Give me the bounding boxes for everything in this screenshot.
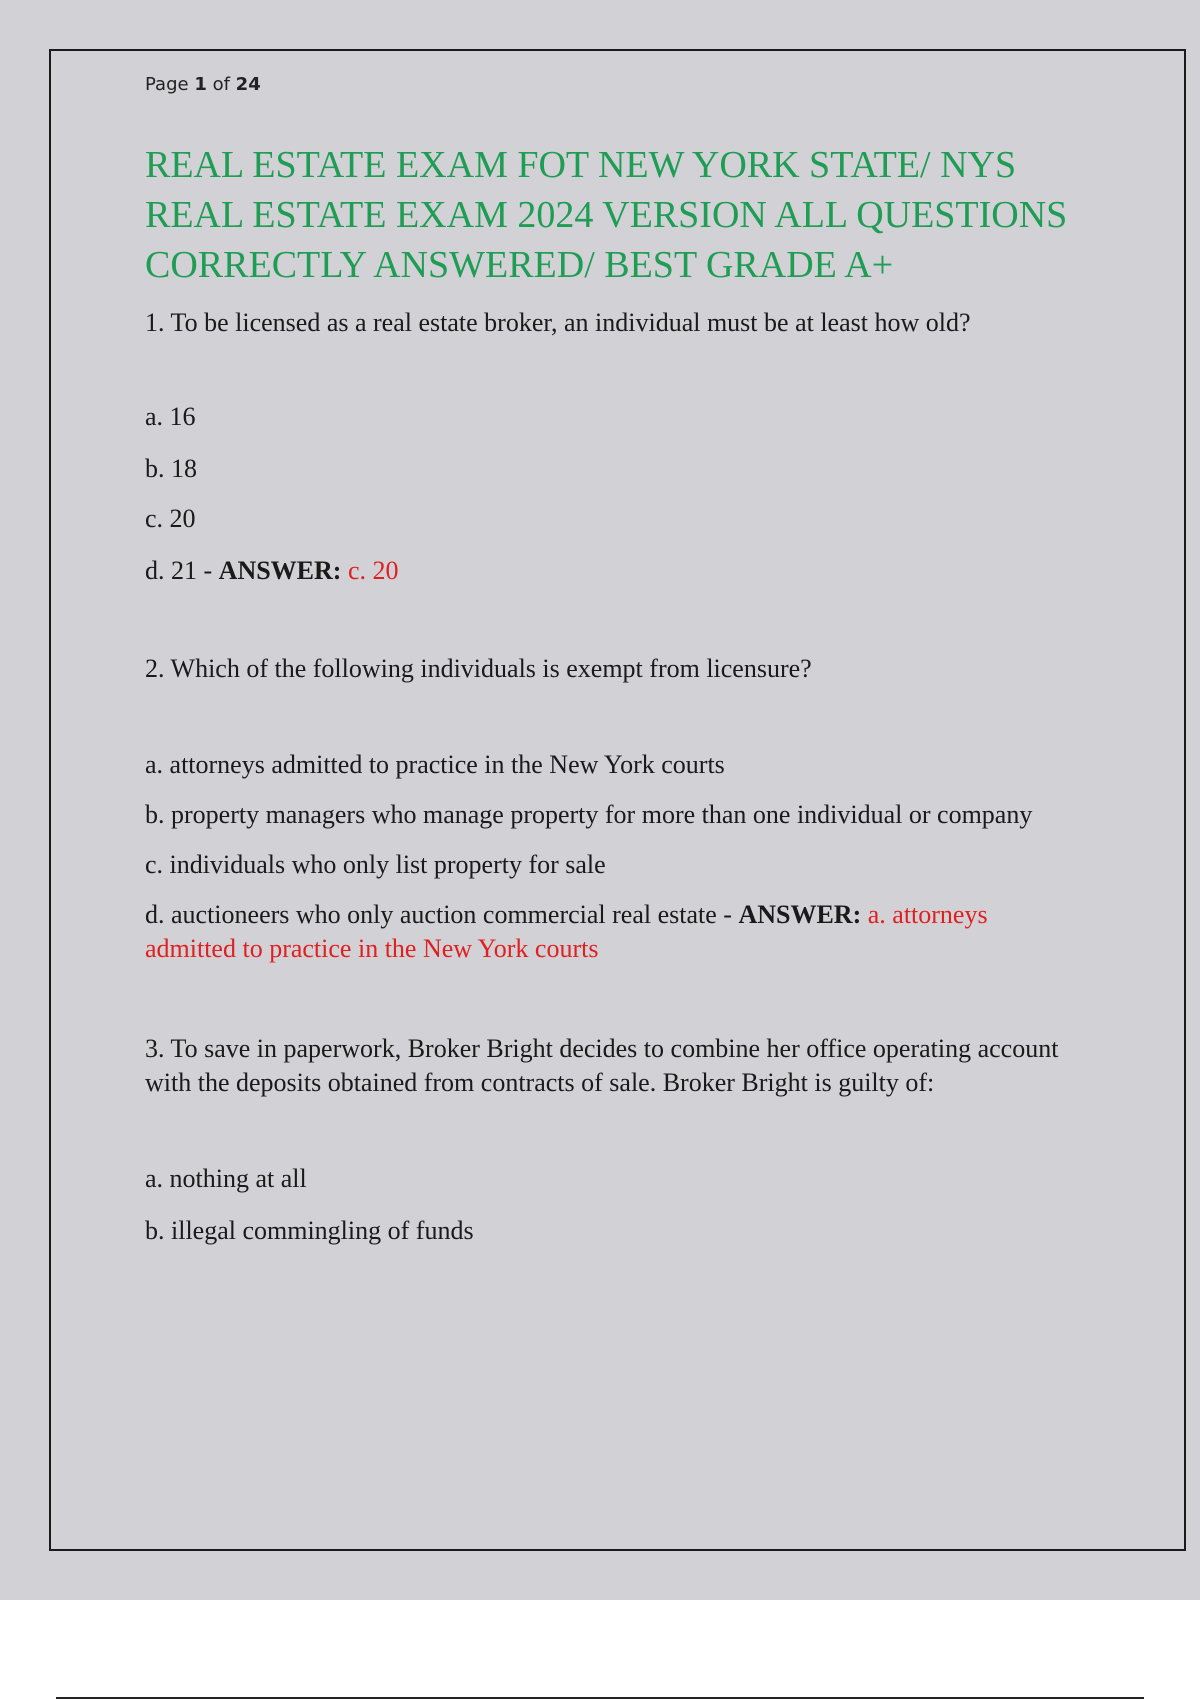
q1-answer-label: ANSWER: xyxy=(218,556,342,585)
q3-option-b: b. illegal commingling of funds xyxy=(145,1216,474,1245)
q2-option-d-text: d. auctioneers who only auction commercial real estate - xyxy=(145,900,732,929)
q3-option-a: a. nothing at all xyxy=(145,1164,307,1193)
q2-option-b: b. property managers who manage property for more than one individual or company xyxy=(145,800,1033,829)
page-prefix: Page xyxy=(145,74,189,95)
question-2-text: 2. Which of the following individuals is exempt from licensure? xyxy=(145,654,812,683)
q1-answer-value: c. 20 xyxy=(347,556,399,585)
document-content xyxy=(145,140,1085,1248)
page-number xyxy=(145,74,261,95)
document-title: REAL ESTATE EXAM FOT NEW YORK STATE/ NYS REAL ESTATE EXAM 2024 VERSION ALL QUESTIONS CORRECTLY ANSWERED/ BEST GRADE A+ xyxy=(145,144,1068,286)
q2-answer-label: ANSWER: xyxy=(738,900,862,929)
page-total: 24 xyxy=(235,74,261,95)
question-3-text: 3. To save in paperwork, Broker Bright decides to combine her office operating account with the deposits obtained from contracts of sale. Broker Bright is guilty of: xyxy=(145,1034,1059,1097)
q1-option-a: a. 16 xyxy=(145,402,196,431)
q2-option-a: a. attorneys admitted to practice in the New York courts xyxy=(145,750,725,779)
question-1-text: 1. To be licensed as a real estate broker, an individual must be at least how old? xyxy=(145,308,971,337)
q1-option-d xyxy=(145,554,1085,588)
q2-option-d xyxy=(145,898,1085,966)
page-of: of xyxy=(212,74,230,95)
page-current: 1 xyxy=(194,74,207,95)
q2-option-c: c. individuals who only list property for sale xyxy=(145,850,606,879)
q2-answer-value: a. attorneys admitted to practice in the New York courts xyxy=(145,900,988,963)
q1-option-c: c. 20 xyxy=(145,504,196,533)
footer-divider xyxy=(56,1697,1144,1699)
q1-option-b: b. 18 xyxy=(145,454,197,483)
q1-option-d-text: d. 21 - xyxy=(145,556,213,585)
